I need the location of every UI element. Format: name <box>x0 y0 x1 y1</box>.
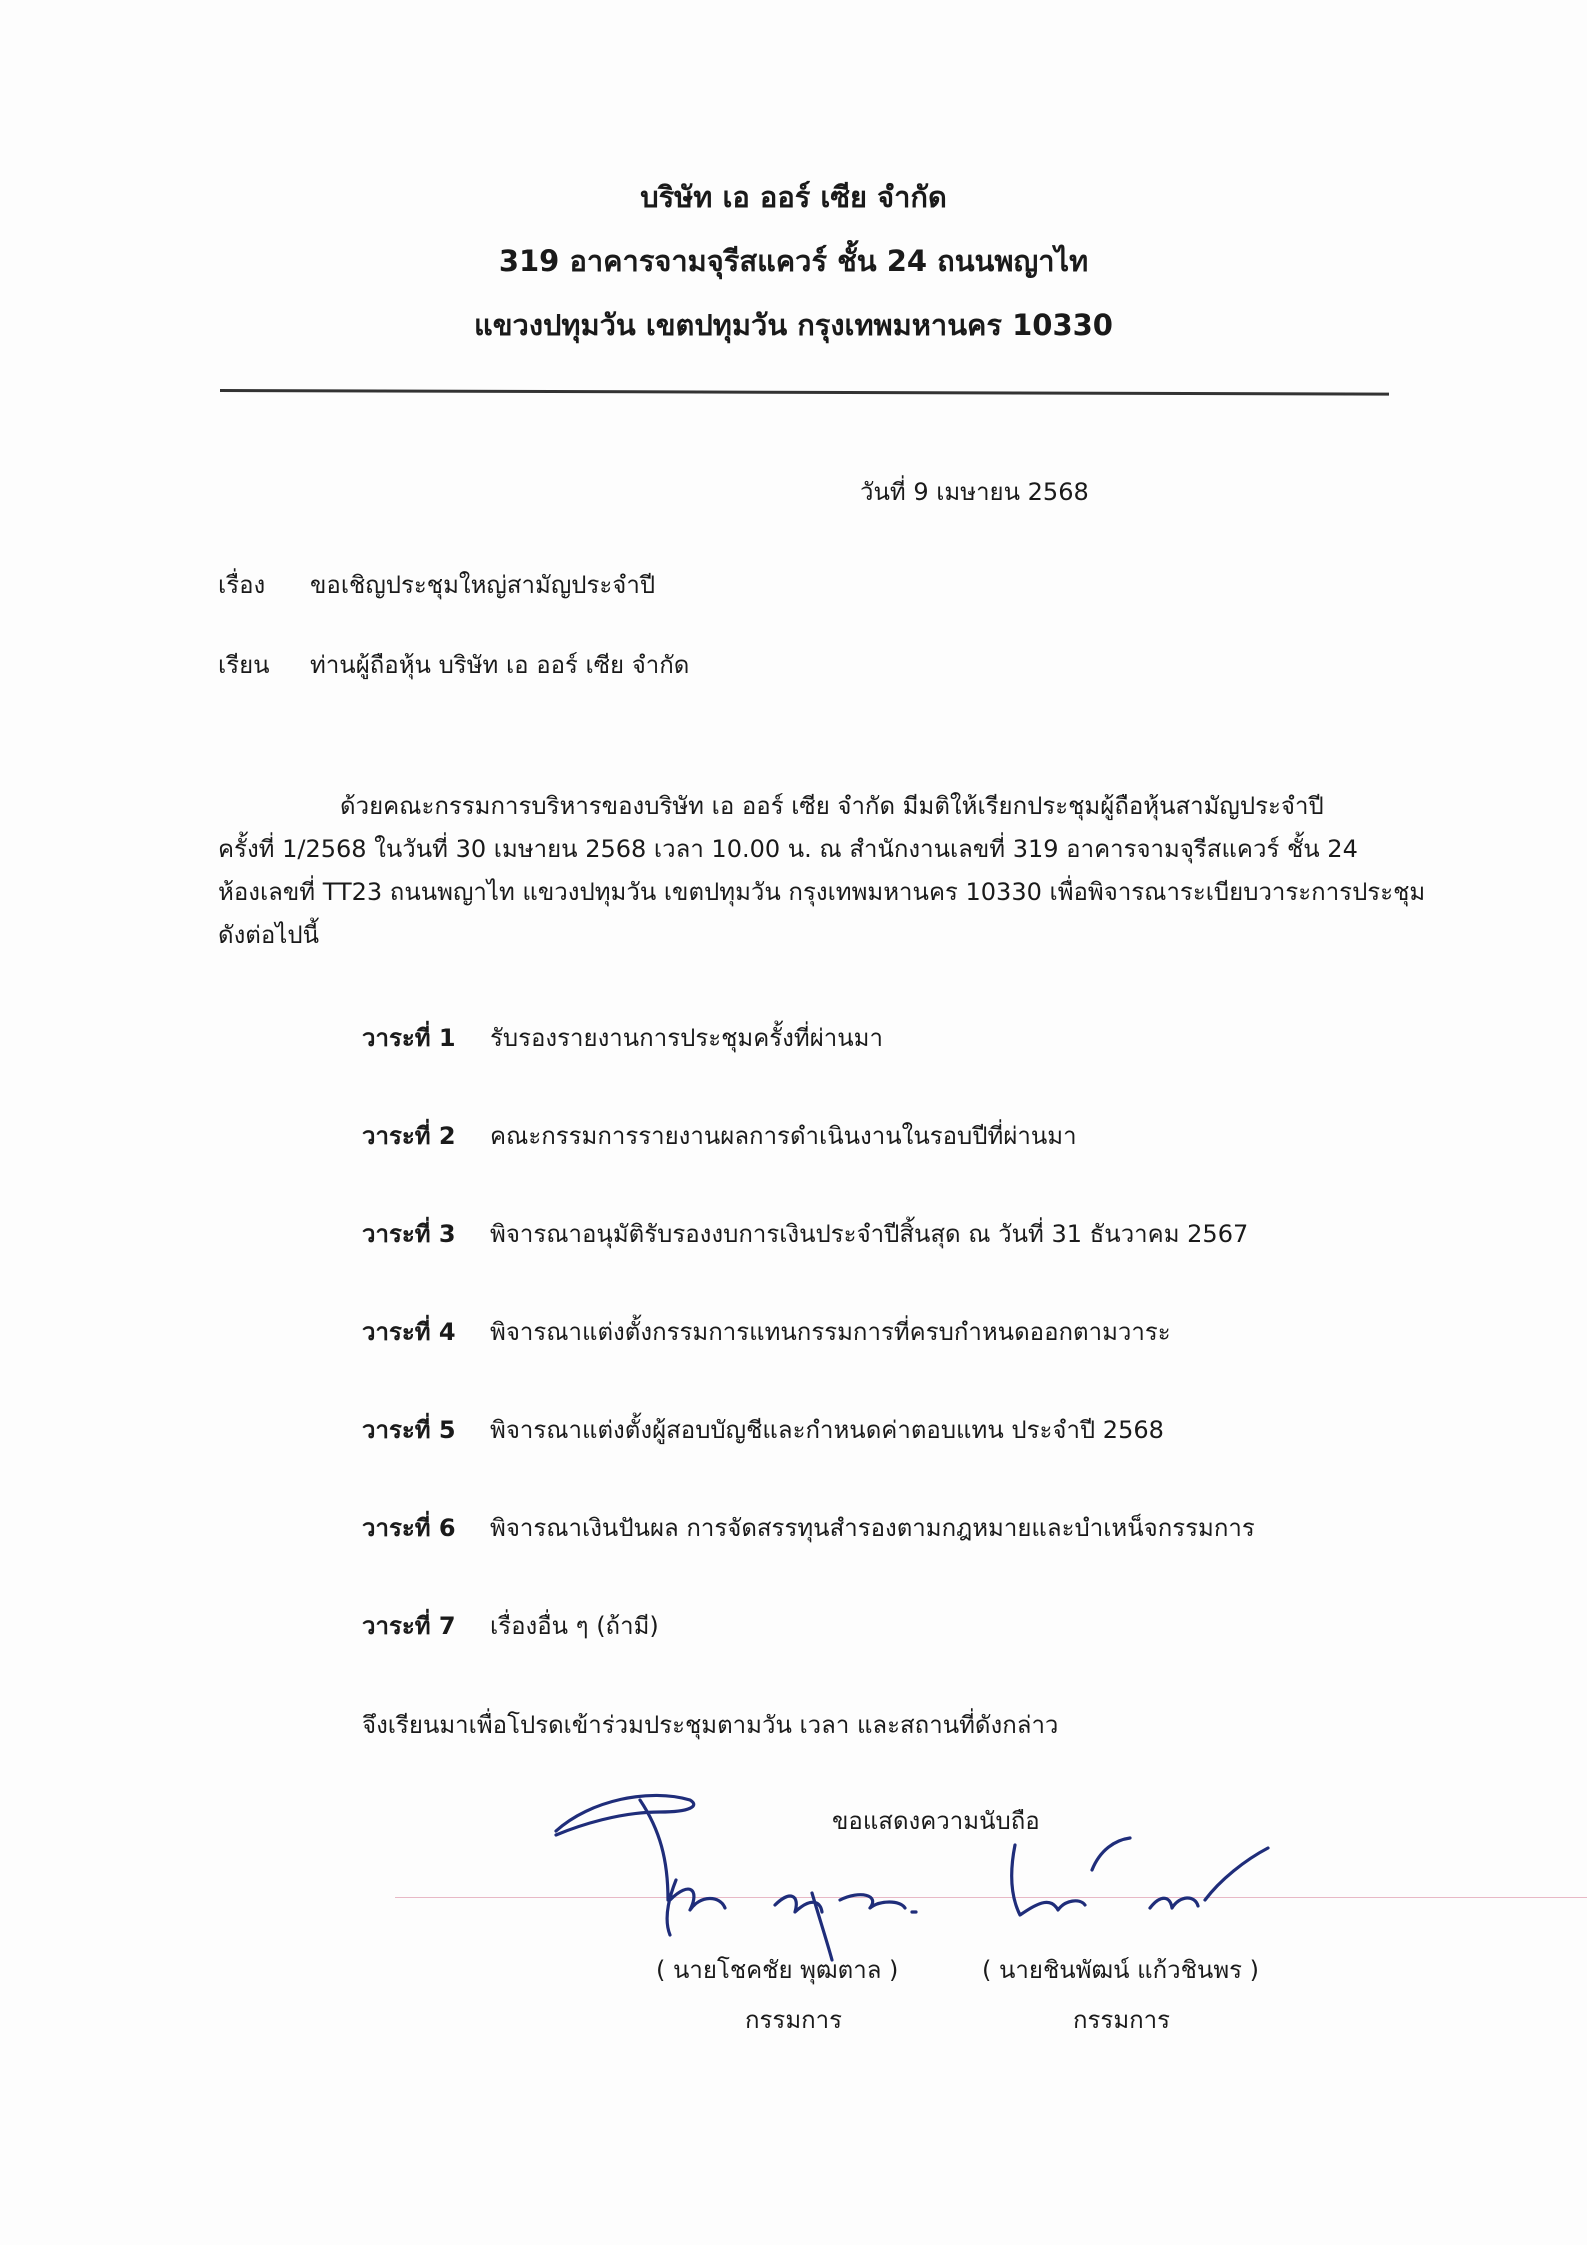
agenda-text: เรื่องอื่น ๆ (ถ้ามี) <box>490 1612 659 1640</box>
signature-1-lower <box>667 1880 916 1960</box>
agenda-number: วาระที่ 5 <box>362 1416 456 1444</box>
recipient-value: ท่านผู้ถือหุ้น บริษัท เอ ออร์ เซีย จำกัด <box>310 651 690 679</box>
subject-value: ขอเชิญประชุมใหญ่สามัญประจำปี <box>310 571 656 599</box>
signatory-1-name: ( นายโชคชัย พุฒตาล ) <box>656 1956 899 1984</box>
agenda-text: พิจารณาแต่งตั้งกรรมการแทนกรรมการที่ครบกำหนดออกตามวาระ <box>490 1318 1171 1346</box>
body-line: ครั้งที่ 1/2568 ในวันที่ 30 เมษายน 2568 เวลา 10.00 น. ณ สำนักงานเลขที่ 319 อาคารจามจุรีสแควร์ ชั้น 24 <box>218 835 1358 863</box>
agenda-text: คณะกรรมการรายงานผลการดำเนินงานในรอบปีที่ผ่านมา <box>490 1122 1077 1150</box>
agenda-text: รับรองรายงานการประชุมครั้งที่ผ่านมา <box>490 1024 883 1052</box>
agenda-text: พิจารณาแต่งตั้งผู้สอบบัญชีและกำหนดค่าตอบแทน ประจำปี 2568 <box>490 1416 1164 1444</box>
agenda-number: วาระที่ 2 <box>362 1122 456 1150</box>
signatory-2-title: กรรมการ <box>1073 2006 1171 2034</box>
subject-label: เรื่อง <box>218 571 266 599</box>
agenda-number: วาระที่ 6 <box>362 1514 456 1542</box>
address-line-2: แขวงปทุมวัน เขตปทุมวัน กรุงเทพมหานคร 10330 <box>474 308 1113 342</box>
signatory-2-name: ( นายชินพัฒน์ แก้วชินพร ) <box>982 1956 1260 1984</box>
body-line: ห้องเลขที่ TT23 ถนนพญาไท แขวงปทุมวัน เขตปทุมวัน กรุงเทพมหานคร 10330 เพื่อพิจารณาระเบียบวาระการประชุม <box>218 878 1426 906</box>
agenda-number: วาระที่ 1 <box>362 1024 456 1052</box>
agenda-text: พิจารณาเงินปันผล การจัดสรรทุนสำรองตามกฎหมายและบำเหน็จกรรมการ <box>490 1514 1255 1542</box>
address-line-1: 319 อาคารจามจุรีสแควร์ ชั้น 24 ถนนพญาไท <box>498 244 1089 278</box>
recipient-label: เรียน <box>218 651 270 679</box>
agenda-number: วาระที่ 7 <box>362 1612 456 1640</box>
letter-date: วันที่ 9 เมษายน 2568 <box>860 478 1089 506</box>
signatory-1-title: กรรมการ <box>745 2006 843 2034</box>
regards: ขอแสดงความนับถือ <box>832 1807 1040 1835</box>
agenda-number: วาระที่ 4 <box>362 1318 456 1346</box>
agenda-number: วาระที่ 3 <box>362 1220 456 1248</box>
closing-sentence: จึงเรียนมาเพื่อโปรดเข้าร่วมประชุมตามวัน เวลา และสถานที่ดังกล่าว <box>362 1711 1059 1739</box>
signature-2 <box>1012 1838 1268 1915</box>
company-name: บริษัท เอ ออร์ เซีย จำกัด <box>640 180 947 214</box>
agenda-text: พิจารณาอนุมัติรับรองงบการเงินประจำปีสิ้นสุด ณ วันที่ 31 ธันวาคม 2567 <box>490 1220 1249 1248</box>
body-line: ด้วยคณะกรรมการบริหารของบริษัท เอ ออร์ เซีย จำกัด มีมติให้เรียกประชุมผู้ถือหุ้นสามัญประจำปี <box>340 792 1324 820</box>
body-line: ดังต่อไปนี้ <box>218 921 320 949</box>
